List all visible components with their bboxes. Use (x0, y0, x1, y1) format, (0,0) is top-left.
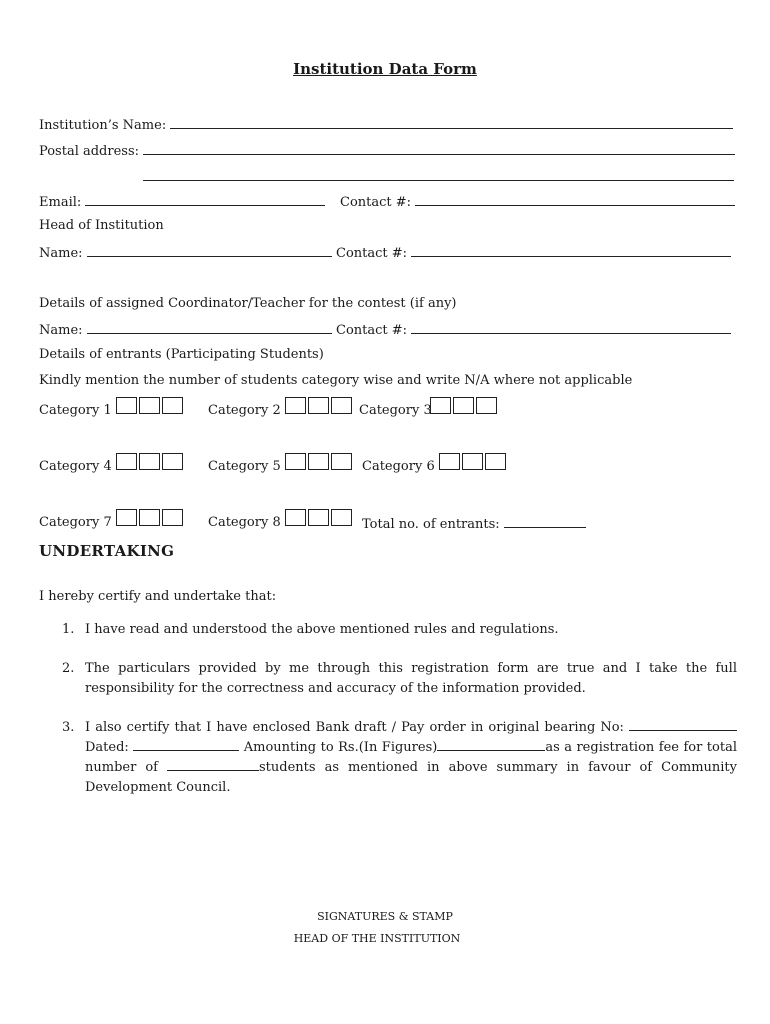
institution-name-label: Institution’s Name: (39, 118, 167, 133)
item-3-dated-label: Dated: (85, 740, 129, 755)
entrants-label: Details of entrants (Participating Students) (39, 347, 324, 362)
postal-address-row (39, 142, 735, 159)
category-3 (359, 403, 499, 418)
total-entrants-label: Total no. of entrants: (362, 517, 500, 532)
postal-address-field[interactable] (143, 142, 735, 155)
coordinator-contact-row (336, 321, 731, 338)
item-number: 3. (62, 720, 75, 735)
digit-box[interactable] (476, 397, 497, 414)
institution-name-field[interactable] (170, 116, 733, 129)
instructions-text: Kindly mention the number of students category wise and write N/A where not applicable (39, 373, 633, 388)
email-field[interactable] (85, 193, 325, 206)
undertaking-intro: I hereby certify and undertake that: (39, 589, 277, 604)
head-of-institution-sign-label: HEAD OF THE INSTITUTION (293, 932, 461, 945)
category-label: Category 6 (362, 459, 435, 474)
category-label: Category 2 (208, 403, 281, 418)
contact-label: Contact #: (340, 195, 412, 210)
institution-contact-row (340, 193, 735, 210)
item-3-amount-label: Amounting to Rs.(In Figures) (243, 740, 438, 755)
contact-label: Contact #: (336, 323, 408, 338)
coordinator-label: Details of assigned Coordinator/Teacher for the contest (if any) (39, 296, 457, 311)
head-of-institution-label: Head of Institution (39, 218, 164, 233)
name-label: Name: (39, 323, 83, 338)
category-label: Category 5 (208, 459, 281, 474)
digit-box[interactable] (139, 509, 160, 526)
digit-box[interactable] (430, 397, 451, 414)
total-entrants-row (362, 515, 586, 532)
item-3-text: students as mentioned in above summary in favour of Community Development Council. (85, 760, 738, 795)
category-4 (39, 459, 185, 474)
category-label: Category 1 (39, 403, 112, 418)
item-number: 2. (62, 661, 75, 676)
draft-number-field[interactable] (629, 718, 737, 731)
total-entrants-field[interactable] (504, 515, 586, 528)
digit-box[interactable] (462, 453, 483, 470)
head-contact-field[interactable] (411, 244, 731, 257)
category-label: Category 7 (39, 515, 112, 530)
postal-address-label: Postal address: (39, 144, 140, 159)
category-8 (208, 515, 354, 530)
undertaking-item-1: I have read and understood the above mentioned rules and regulations. (85, 622, 559, 637)
signature-label: SIGNATURES & STAMP (317, 910, 453, 923)
digit-box[interactable] (285, 509, 306, 526)
digit-box[interactable] (116, 453, 137, 470)
digit-box[interactable] (308, 453, 329, 470)
category-label: Category 4 (39, 459, 112, 474)
item-3-text: as a registration fee for total number of (85, 740, 737, 775)
digit-box[interactable] (308, 509, 329, 526)
digit-box[interactable] (485, 453, 506, 470)
category-5 (208, 459, 354, 474)
head-name-row (39, 244, 332, 261)
digit-box[interactable] (116, 509, 137, 526)
category-label: Category 8 (208, 515, 281, 530)
digit-box[interactable] (308, 397, 329, 414)
undertaking-item-2: The particulars provided by me through this registration form are true and I take the full responsibility for the correctness and accuracy of the information provided. (85, 661, 737, 696)
digit-box[interactable] (331, 397, 352, 414)
item-3-text: I also certify that I have enclosed Bank draft / Pay order in original bearing No: (85, 720, 624, 735)
digit-box[interactable] (439, 453, 460, 470)
coordinator-contact-field[interactable] (411, 321, 731, 334)
digit-box[interactable] (331, 453, 352, 470)
contact-label: Contact #: (336, 246, 408, 261)
digit-box[interactable] (285, 397, 306, 414)
digit-box[interactable] (116, 397, 137, 414)
name-label: Name: (39, 246, 83, 261)
dated-field[interactable] (133, 738, 239, 751)
coordinator-name-row (39, 321, 332, 338)
digit-box[interactable] (285, 453, 306, 470)
digit-box[interactable] (162, 397, 183, 414)
institution-name-row (39, 116, 733, 133)
category-1 (39, 403, 185, 418)
digit-box[interactable] (331, 509, 352, 526)
email-label: Email: (39, 195, 82, 210)
digit-box[interactable] (162, 453, 183, 470)
coordinator-name-field[interactable] (87, 321, 332, 334)
category-6 (362, 459, 508, 474)
postal-address-field-2[interactable] (143, 168, 734, 181)
page-title: Institution Data Form (293, 60, 477, 78)
digit-box[interactable] (139, 397, 160, 414)
students-count-field[interactable] (167, 758, 259, 771)
digit-box[interactable] (162, 509, 183, 526)
category-label: Category 3 (359, 403, 432, 418)
category-7 (39, 515, 185, 530)
item-number: 1. (62, 622, 75, 637)
head-contact-row (336, 244, 731, 261)
category-2 (208, 403, 354, 418)
undertaking-heading: UNDERTAKING (39, 542, 175, 560)
email-row (39, 193, 325, 210)
institution-contact-field[interactable] (415, 193, 735, 206)
digit-box[interactable] (453, 397, 474, 414)
head-name-field[interactable] (87, 244, 332, 257)
digit-box[interactable] (139, 453, 160, 470)
amount-field[interactable] (437, 738, 545, 751)
undertaking-item-3 (85, 718, 737, 798)
